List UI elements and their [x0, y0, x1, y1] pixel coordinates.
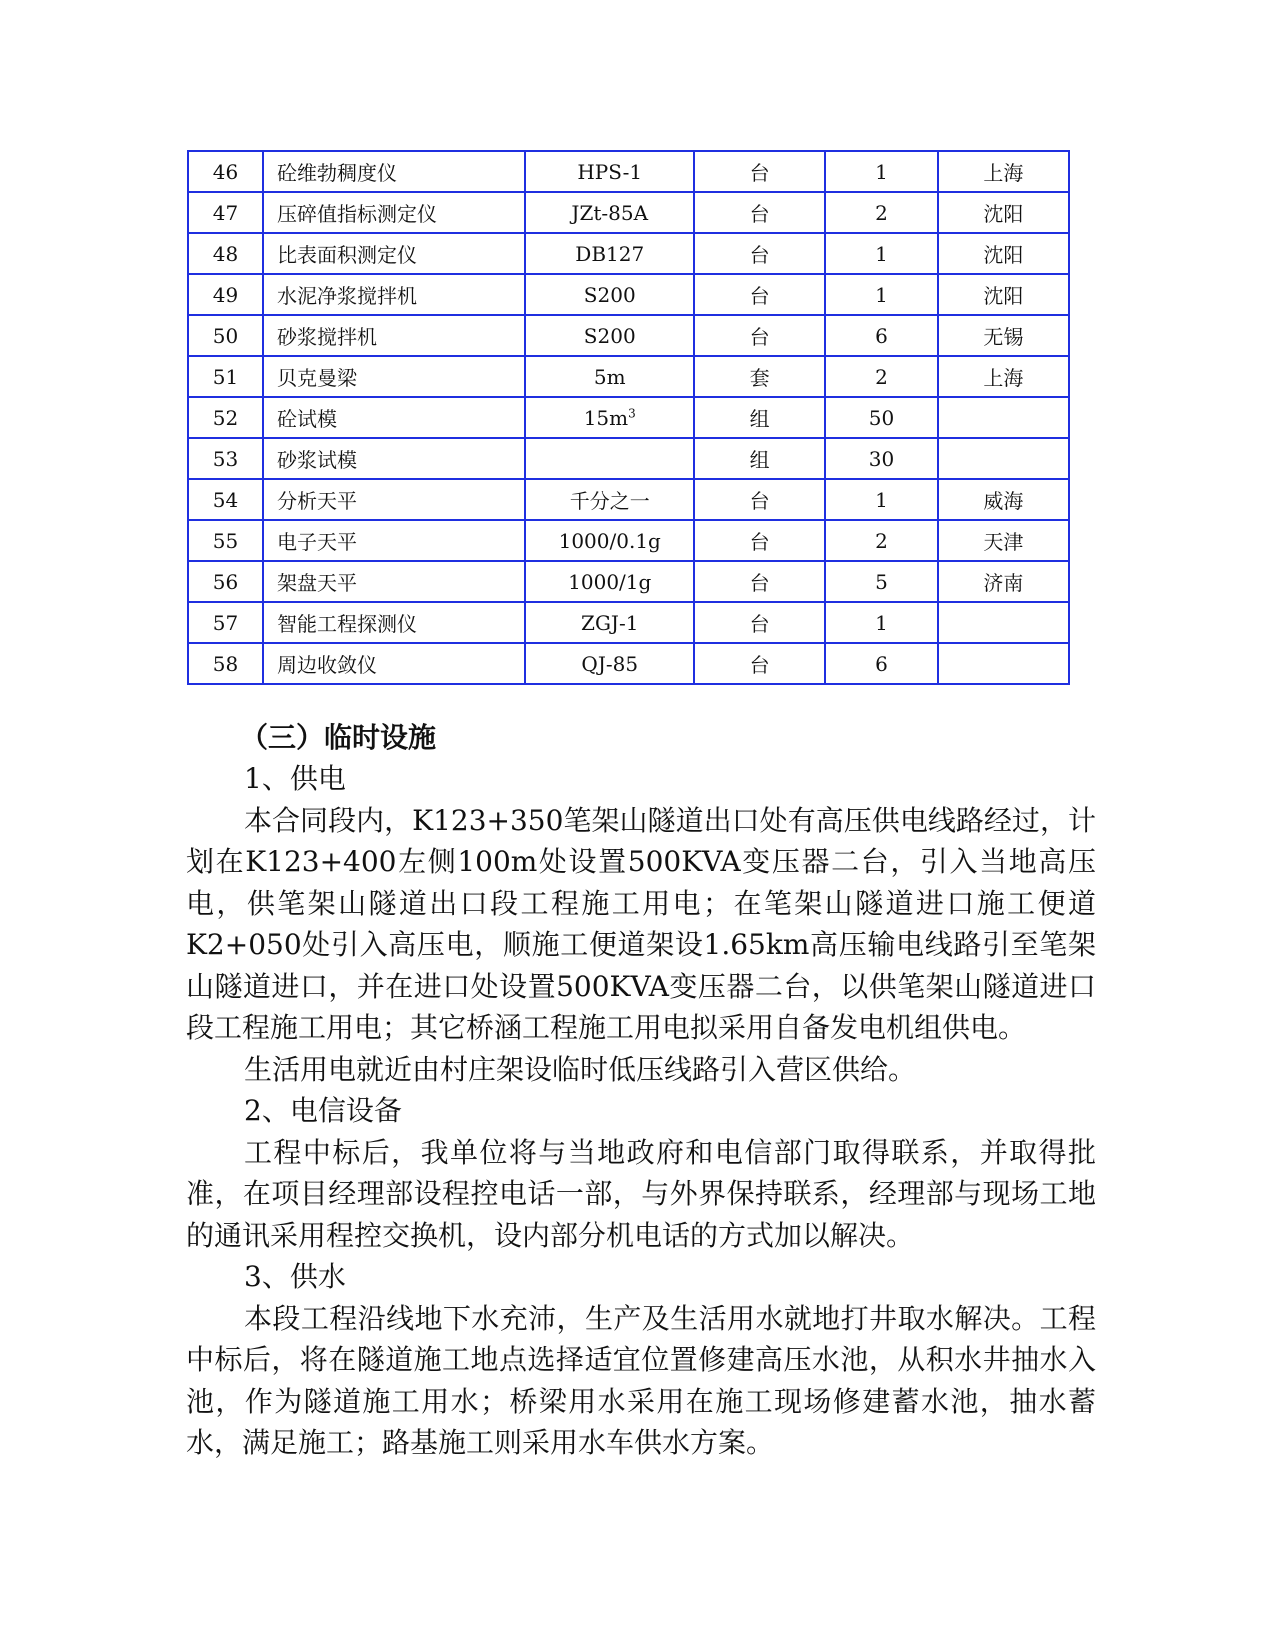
quantity: 30: [868, 446, 895, 471]
model-spec: 1000/0.1g: [558, 528, 661, 553]
quantity-cell: [825, 192, 937, 233]
table-row: [188, 192, 1069, 233]
subheading-power: 1、供电: [244, 762, 346, 795]
equipment-name: 砂浆试模: [276, 448, 357, 472]
quantity: 5: [875, 569, 888, 594]
equipment-table-body: [188, 151, 1069, 684]
unit-cell: [694, 643, 825, 684]
table-row: [188, 602, 1069, 643]
row-number: 56: [212, 569, 239, 594]
unit-cell: [694, 479, 825, 520]
model-spec-cell: [525, 602, 694, 643]
table-row: [188, 561, 1069, 602]
unit-cell: [694, 520, 825, 561]
quantity: 1: [875, 282, 888, 307]
model-spec-cell: [525, 315, 694, 356]
quantity-cell: [825, 356, 937, 397]
origin: 上海: [983, 161, 1024, 185]
equipment-name: 砂浆搅拌机: [276, 325, 377, 349]
unit-cell: [694, 602, 825, 643]
equipment-name-cell: [263, 397, 525, 438]
model-spec-cell: [525, 479, 694, 520]
unit-cell: [694, 274, 825, 315]
paragraph-living-power: 生活用电就近由村庄架设临时低压线路引入营区供给。: [244, 1052, 917, 1086]
model-spec-cell: [525, 520, 694, 561]
row-number-cell: [188, 274, 263, 315]
equipment-name: 比表面积测定仪: [276, 243, 417, 267]
subheading-water: 3、供水: [244, 1260, 346, 1293]
unit-cell: [694, 397, 825, 438]
equipment-name: 水泥净浆搅拌机: [276, 284, 417, 308]
unit: 台: [749, 202, 770, 226]
paragraph-telecom: 工程中标后，我单位将与当地政府和电信部门取得联系，并取得批准，在项目经理部设程控电话一部，与外界保持联系，经理部与现场工地的通讯采用程控交换机，设内部分机电话的方式加以解决。: [186, 1135, 1096, 1252]
superscript: 3: [628, 405, 636, 420]
quantity: 2: [875, 528, 888, 553]
table-row: [188, 151, 1069, 192]
row-number-cell: [188, 192, 263, 233]
table-row: [188, 233, 1069, 274]
row-number: 52: [212, 405, 239, 430]
model-spec-cell: [525, 192, 694, 233]
equipment-name: 电子天平: [276, 530, 357, 554]
model-spec-cell: [525, 561, 694, 602]
origin-cell: [938, 274, 1069, 315]
row-number: 46: [212, 159, 239, 184]
quantity: 50: [868, 405, 895, 430]
unit-cell: [694, 192, 825, 233]
row-number: 58: [212, 651, 239, 676]
quantity-cell: [825, 561, 937, 602]
quantity-cell: [825, 438, 937, 479]
equipment-name-cell: [263, 520, 525, 561]
unit-cell: [694, 561, 825, 602]
model-spec: DB127: [575, 241, 645, 266]
quantity: 2: [875, 364, 888, 389]
equipment-name: 智能工程探测仪: [276, 612, 417, 636]
quantity-cell: [825, 602, 937, 643]
quantity: 2: [875, 200, 888, 225]
equipment-name-cell: [263, 233, 525, 274]
quantity: 1: [875, 159, 888, 184]
origin-cell: [938, 561, 1069, 602]
model-spec-cell: [525, 151, 694, 192]
row-number: 47: [212, 200, 239, 225]
row-number: 49: [212, 282, 239, 307]
model-spec: QJ-85: [581, 651, 639, 676]
unit-cell: [694, 356, 825, 397]
origin-cell: [938, 315, 1069, 356]
origin-cell: [938, 397, 1069, 438]
table-row: [188, 438, 1069, 479]
row-number-cell: [188, 602, 263, 643]
equipment-table: [187, 150, 1070, 685]
equipment-name-cell: [263, 274, 525, 315]
row-number-cell: [188, 151, 263, 192]
origin-cell: [938, 438, 1069, 479]
quantity-cell: [825, 315, 937, 356]
unit-cell: [694, 233, 825, 274]
unit: 台: [749, 243, 770, 267]
row-number-cell: [188, 643, 263, 684]
quantity-cell: [825, 233, 937, 274]
unit: 组: [749, 407, 770, 431]
origin-cell: [938, 151, 1069, 192]
row-number-cell: [188, 479, 263, 520]
model-spec: 1000/1g: [568, 569, 652, 594]
paragraph-water: 本段工程沿线地下水充沛，生产及生活用水就地打井取水解决。工程中标后，将在隧道施工地点选择适宜位置修建高压水池，从积水井抽水入池，作为隧道施工用水；桥梁用水采用在施工现场修建蓄水池，抽水蓄水，满足施工；路基施工则采用水车供水方案。: [186, 1301, 1096, 1459]
model-spec: ZGJ-1: [581, 610, 639, 635]
row-number: 51: [212, 364, 239, 389]
equipment-name-cell: [263, 643, 525, 684]
equipment-name-cell: [263, 438, 525, 479]
origin-cell: [938, 520, 1069, 561]
row-number-cell: [188, 233, 263, 274]
origin: 沈阳: [983, 202, 1024, 226]
quantity: 6: [875, 651, 888, 676]
row-number: 48: [212, 241, 239, 266]
unit: 台: [749, 284, 770, 308]
table-row: [188, 356, 1069, 397]
origin-cell: [938, 643, 1069, 684]
origin-cell: [938, 192, 1069, 233]
equipment-name-cell: [263, 315, 525, 356]
unit-cell: [694, 315, 825, 356]
quantity-cell: [825, 397, 937, 438]
unit: 台: [749, 489, 770, 513]
model-spec-cell: [525, 356, 694, 397]
quantity-cell: [825, 274, 937, 315]
origin: 无锡: [983, 325, 1024, 349]
equipment-name: 架盘天平: [276, 571, 357, 595]
quantity-cell: [825, 643, 937, 684]
table-row: [188, 315, 1069, 356]
row-number-cell: [188, 315, 263, 356]
origin: 沈阳: [983, 284, 1024, 308]
unit-cell: [694, 151, 825, 192]
section-body: [186, 758, 1096, 1464]
row-number-cell: [188, 397, 263, 438]
table-row: [188, 397, 1069, 438]
origin-cell: [938, 356, 1069, 397]
section-title: （三）临时设施: [240, 721, 437, 754]
equipment-name: 压碎值指标测定仪: [276, 202, 437, 226]
origin-cell: [938, 233, 1069, 274]
origin-cell: [938, 602, 1069, 643]
equipment-name: 砼试模: [276, 407, 337, 431]
unit: 台: [749, 653, 770, 677]
origin: 威海: [983, 489, 1024, 513]
origin: 沈阳: [983, 243, 1024, 267]
model-spec-cell: [525, 274, 694, 315]
row-number: 55: [212, 528, 239, 553]
equipment-name-cell: [263, 602, 525, 643]
model-spec: JZt-85A: [571, 200, 649, 225]
row-number-cell: [188, 438, 263, 479]
unit: 组: [749, 448, 770, 472]
row-number-cell: [188, 561, 263, 602]
unit: 台: [749, 325, 770, 349]
equipment-name-cell: [263, 479, 525, 520]
equipment-name: 砼维勃稠度仪: [276, 161, 397, 185]
quantity: 1: [875, 241, 888, 266]
quantity: 1: [875, 487, 888, 512]
model-spec: 千分之一: [569, 489, 650, 513]
unit: 台: [749, 612, 770, 636]
equipment-name: 分析天平: [276, 489, 357, 513]
origin: 济南: [983, 571, 1024, 595]
unit: 台: [749, 530, 770, 554]
row-number: 57: [212, 610, 239, 635]
row-number: 54: [212, 487, 239, 512]
equipment-name-cell: [263, 356, 525, 397]
quantity-cell: [825, 479, 937, 520]
table-row: [188, 479, 1069, 520]
model-spec: S200: [583, 282, 636, 307]
equipment-name: 周边收敛仪: [276, 653, 377, 677]
origin-cell: [938, 479, 1069, 520]
quantity: 1: [875, 610, 888, 635]
equipment-name-cell: [263, 151, 525, 192]
subheading-telecom: 2、电信设备: [244, 1094, 402, 1127]
table-row: [188, 274, 1069, 315]
model-spec-cell: [525, 643, 694, 684]
quantity-cell: [825, 151, 937, 192]
equipment-name: 贝克曼梁: [276, 366, 357, 390]
quantity-cell: [825, 520, 937, 561]
unit: 台: [749, 161, 770, 185]
row-number: 50: [212, 323, 239, 348]
row-number: 53: [212, 446, 239, 471]
model-spec: 15m: [583, 405, 629, 430]
equipment-name-cell: [263, 192, 525, 233]
table-row: [188, 643, 1069, 684]
model-spec: 5m: [593, 364, 626, 389]
unit: 套: [749, 366, 770, 390]
unit-cell: [694, 438, 825, 479]
model-spec: S200: [583, 323, 636, 348]
row-number-cell: [188, 520, 263, 561]
quantity: 6: [875, 323, 888, 348]
model-spec-cell: [525, 397, 694, 438]
origin: 天津: [983, 530, 1024, 554]
model-spec-cell: [525, 233, 694, 274]
model-spec: HPS-1: [577, 159, 643, 184]
row-number-cell: [188, 356, 263, 397]
equipment-name-cell: [263, 561, 525, 602]
origin: 上海: [983, 366, 1024, 390]
unit: 台: [749, 571, 770, 595]
model-spec-cell: [525, 438, 694, 479]
paragraph-power: 本合同段内，K123+350笔架山隧道出口处有高压供电线路经过，计划在K123+400左侧100m处设置500KVA变压器二台，引入当地高压电，供笔架山隧道出口段工程施工用电；在笔架山隧道进口施工便道K2+050处引入高压电，顺施工便道架设1.65km高压输电线路引至笔架山隧道进口，并在进口处设置500KVA变压器二台，以供笔架山隧道进口段工程施工用电；其它桥涵工程施工用电拟采用自备发电机组供电。: [186, 803, 1096, 1044]
table-row: [188, 520, 1069, 561]
